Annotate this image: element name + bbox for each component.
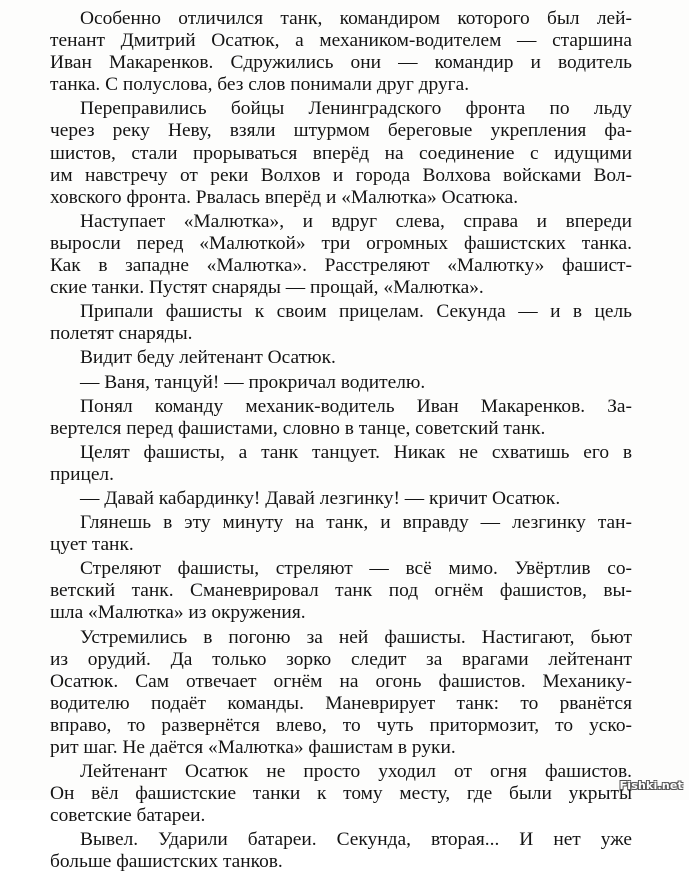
text-line: Стреляют фашисты, стреляют — всё мимо. Увёртлив со- — [80, 558, 632, 580]
paragraph — [50, 488, 632, 510]
text-line: Устремились в погоню за ней фашисты. Настигают, бьют — [80, 626, 632, 648]
text-line: шла «Малютка» из окружения. — [50, 602, 306, 624]
paragraph — [50, 347, 632, 369]
text-line: тенант Дмитрий Осатюк, а механиком-водителем — старшина — [50, 30, 632, 52]
text-line: танка. С полуслова, без слов понимали друг друга. — [50, 74, 470, 96]
text-line: Переправились бойцы Ленинградского фронта по льду — [80, 98, 632, 120]
paragraph — [50, 372, 632, 394]
text-line: через реку Неву, взяли штурмом береговые укрепления фа- — [50, 120, 632, 142]
text-line: — Ваня, танцуй! — прокричал водителю. — [80, 371, 426, 393]
text-line: Понял команду механик-водитель Иван Макаренков. За- — [80, 395, 632, 417]
paragraph — [50, 512, 632, 556]
paragraph — [50, 558, 632, 624]
paragraph — [50, 396, 632, 440]
text-line: Особенно отличился танк, командиром которого был лей- — [80, 8, 632, 29]
text-line: выросли перед «Малюткой» три огромных фашистских танка. — [50, 232, 632, 254]
text-line: Глянешь в эту минуту на танк, и вправду — лезгинку тан- — [80, 512, 632, 534]
text-line: Осатюк. Сам отвечает огнём на огонь фашистов. Механику- — [50, 670, 632, 692]
text-line: им навстречу от реки Волхов и города Волхова войсками Вол- — [50, 164, 632, 186]
paragraph — [50, 211, 632, 299]
paragraph — [50, 442, 632, 486]
text-line: цует танк. — [50, 534, 134, 556]
paragraph — [50, 829, 632, 873]
text-line: Видит беду лейтенант Осатюк. — [80, 347, 336, 369]
text-line: полетят снаряды. — [50, 323, 193, 345]
text-line: шистов, стали прорываться вперёд на соединение с идущими — [50, 142, 632, 164]
text-line: прицел. — [50, 463, 114, 485]
text-line: вправо, то развернётся влево, то чуть притормозит, то уско- — [50, 714, 632, 736]
body-text — [50, 8, 632, 876]
text-line: Как в западне «Малютка». Расстреляют «Малютку» фашист- — [50, 255, 632, 277]
paragraph — [50, 8, 632, 96]
text-line: — Давай кабардинку! Давай лезгинку! — кричит Осатюк. — [80, 487, 561, 509]
text-line: вертелся перед фашистами, словно в танце, советский танк. — [50, 417, 546, 439]
text-line: Иван Макаренков. Сдружились они — командир и водитель — [50, 52, 632, 74]
text-line: советские батареи. — [50, 805, 206, 827]
text-line: больше фашистских танков. — [50, 851, 283, 873]
text-line: Лейтенант Осатюк не просто уходил от огня фашистов. — [80, 761, 632, 783]
text-line: ветский танк. Сманеврировал танк под огнём фашистов, вы- — [50, 580, 632, 602]
text-line: из орудий. Да только зорко следит за врагами лейтенант — [50, 648, 632, 670]
text-line: ховского фронта. Рвалась вперёд и «Малютка» Осатюка. — [50, 186, 519, 208]
text-line: Он вёл фашистские танки к тому месту, где были укрыты — [50, 783, 632, 805]
text-line: водителю подаёт команды. Маневрирует танк: то рванётся — [50, 692, 632, 714]
text-line: рит шаг. Не даётся «Малютка» фашистам в руки. — [50, 737, 456, 758]
text-line: Вывел. Ударили батареи. Секунда, вторая... И нет уже — [80, 829, 632, 851]
paragraph — [50, 301, 632, 345]
text-line: ские танки. Пустят снаряды — прощай, «Малютка». — [50, 277, 484, 299]
text-line: Наступает «Малютка», и вдруг слева, справа и впереди — [80, 210, 632, 232]
paragraph — [50, 627, 632, 760]
watermark: Fishki.net — [619, 779, 683, 792]
paragraph — [50, 98, 632, 208]
paragraph — [50, 761, 632, 827]
text-line: Припали фашисты к своим прицелам. Секунда — и в цель — [80, 301, 632, 323]
text-line: Целят фашисты, а танк танцует. Никак не схватишь его в — [80, 441, 632, 463]
